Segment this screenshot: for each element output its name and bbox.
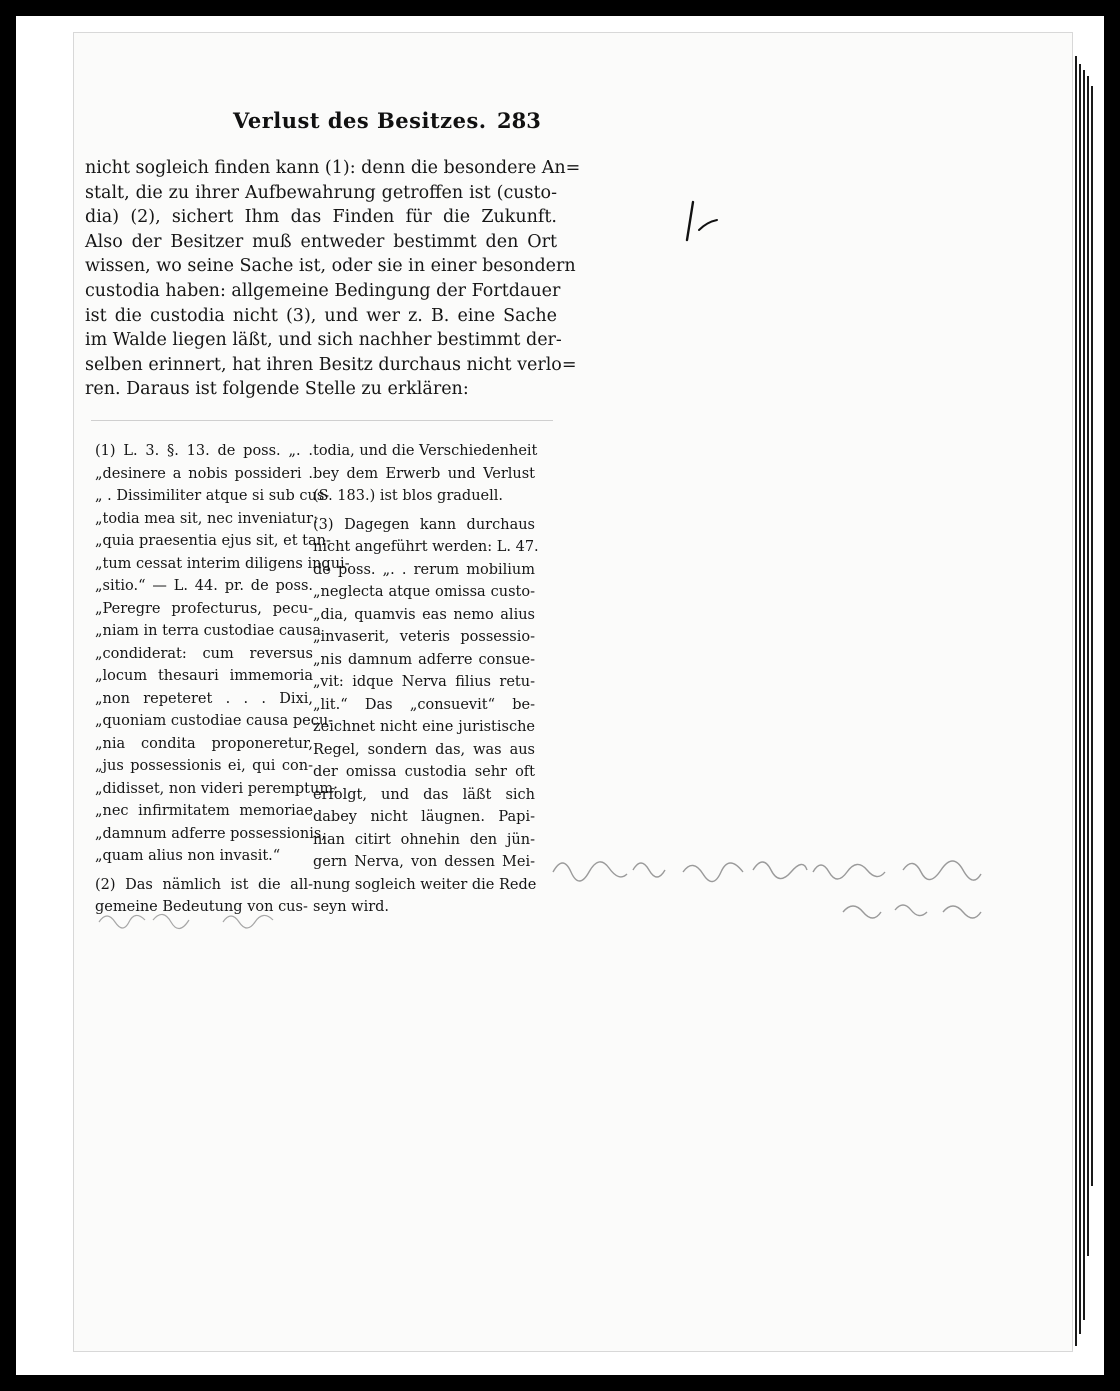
page-edge bbox=[1087, 76, 1089, 1256]
footnote-line: „locum thesauri immemoria bbox=[95, 668, 313, 684]
footnote-line: „desinere a nobis possideri . bbox=[95, 465, 313, 482]
footnote-line: „neglecta atque omissa custo- bbox=[313, 584, 535, 600]
footnote-line: der omissa custodia sehr oft bbox=[313, 764, 535, 780]
pencil-annotation bbox=[543, 832, 1023, 942]
footnote-line: „Peregre profecturus, pecu- bbox=[95, 600, 313, 617]
footnote-line: dabey nicht läugnen. Papi- bbox=[313, 809, 535, 825]
footnote-divider bbox=[91, 420, 553, 421]
footnote-line: „jus possessionis ei, qui con- bbox=[95, 758, 313, 774]
book-page bbox=[73, 32, 1073, 1352]
footnote-line: seyn wird. bbox=[313, 899, 390, 915]
footnote-line: todia, und die Verschiedenheit bbox=[313, 443, 538, 459]
footnote-line: „quia praesentia ejus sit, et tan- bbox=[95, 533, 331, 549]
page-edge bbox=[1079, 64, 1081, 1334]
footnote-line: de poss. „. . rerum mobilium bbox=[313, 561, 535, 578]
page-edge bbox=[1083, 70, 1085, 1320]
footnote-line: „vit: idque Nerva filius retu- bbox=[313, 674, 535, 690]
footnote-line: (3) Dagegen kann durchaus bbox=[313, 516, 535, 533]
body-line: ist die custodia nicht (3), und wer z. B. eine Sache bbox=[85, 305, 557, 326]
scan-frame bbox=[16, 16, 1104, 1375]
footnotes-left-column bbox=[95, 440, 350, 919]
footnote-line: gern Nerva, von dessen Mei- bbox=[313, 854, 535, 870]
footnote-line: nicht angeführt werden: L. 47. bbox=[313, 539, 539, 555]
body-line: selben erinnert, hat ihren Besitz durchaus nicht verlo= bbox=[85, 354, 577, 375]
footnote-line: „sitio.“ — L. 44. pr. de poss. bbox=[95, 578, 313, 594]
footnote-line: „ . Dissimiliter atque si sub cus- bbox=[95, 488, 330, 504]
footnote-line: gemeine Bedeutung von cus- bbox=[95, 899, 308, 915]
footnote-line: „condiderat: cum reversus bbox=[95, 645, 313, 662]
footnote-line: (1) L. 3. §. 13. de poss. „. . bbox=[95, 443, 313, 459]
pencil-annotation-left bbox=[93, 900, 293, 940]
footnote-line: bey dem Erwerb und Verlust bbox=[313, 465, 535, 482]
body-line: ren. Daraus ist folgende Stelle zu erklären: bbox=[85, 379, 469, 400]
footnote-line: Regel, sondern das, was aus bbox=[313, 741, 535, 758]
footnote-line: „damnum adferre possessionis, bbox=[95, 825, 326, 842]
body-line: wissen, wo seine Sache ist, oder sie in einer besondern bbox=[85, 256, 576, 277]
footnote-line: „didisset, non videri peremptum: bbox=[95, 780, 338, 797]
footnote-line: „todia mea sit, nec inveniatur: bbox=[95, 510, 318, 527]
footnote-line: „niam in terra custodiae causa bbox=[95, 623, 322, 639]
footnote-line: „quam alius non invasit.“ bbox=[95, 848, 281, 864]
footnote-line: nian citirt ohnehin den jün- bbox=[313, 831, 535, 848]
footnote-line: erfolgt, und das läßt sich bbox=[313, 786, 535, 803]
body-line: dia) (2), sichert Ihm das Finden für die Zukunft. bbox=[85, 207, 557, 228]
footnote-line: „lit.“ Das „consuevit“ be- bbox=[313, 696, 535, 713]
footnote-line: „non repeteret . . . Dixi, bbox=[95, 690, 313, 707]
running-title: Verlust des Besitzes. bbox=[233, 108, 487, 133]
page-edge bbox=[1075, 56, 1077, 1346]
body-line: nicht sogleich finden kann (1): denn die besondere An= bbox=[85, 158, 581, 178]
footnotes-right-column bbox=[313, 440, 539, 919]
footnote-line: „tum cessat interim diligens inqui- bbox=[95, 555, 350, 572]
footnote-line: „nis damnum adferre consue- bbox=[313, 651, 535, 668]
footnote-line: nung sogleich weiter die Rede bbox=[313, 876, 537, 893]
footnote-line: „nia condita proponeretur, bbox=[95, 735, 313, 752]
page-edge bbox=[1091, 86, 1093, 1186]
footnote-line: „dia, quamvis eas nemo alius bbox=[313, 606, 535, 623]
body-line: stalt, die zu ihrer Aufbewahrung getroffen ist (custo- bbox=[85, 182, 557, 203]
body-line: Also der Besitzer muß entweder bestimmt den Ort bbox=[85, 231, 557, 252]
handwritten-mark bbox=[679, 196, 729, 246]
page-header bbox=[233, 108, 553, 142]
footnote-line: „invaserit, veteris possessio- bbox=[313, 629, 535, 645]
footnote-line: „quoniam custodiae causa pecu- bbox=[95, 713, 334, 729]
footnote-line: zeichnet nicht eine juristische bbox=[313, 719, 535, 735]
page-number: 283 bbox=[497, 108, 541, 133]
footnote-line: (2) Das nämlich ist die all- bbox=[95, 876, 313, 893]
main-paragraph bbox=[85, 156, 581, 402]
footnote-line: (S. 183.) ist blos graduell. bbox=[313, 488, 504, 504]
footnote-line: „nec infirmitatem memoriae bbox=[95, 803, 313, 819]
body-line: custodia haben: allgemeine Bedingung der Fortdauer bbox=[85, 280, 561, 301]
body-line: im Walde liegen läßt, und sich nachher bestimmt der- bbox=[85, 330, 562, 351]
